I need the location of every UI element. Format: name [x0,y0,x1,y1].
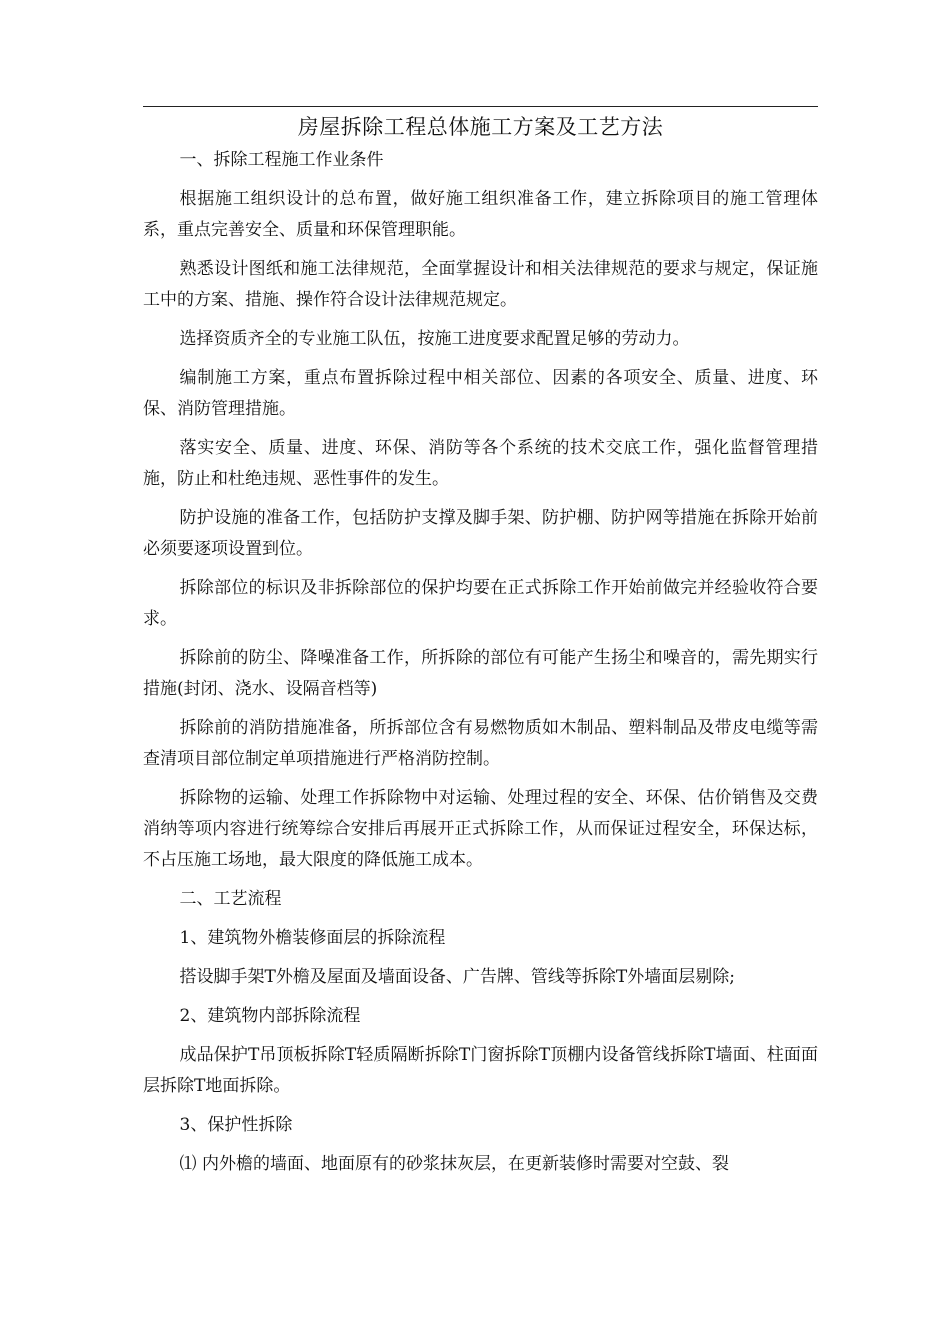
paragraph: 搭设脚手架T外檐及屋面及墙面设备、广告牌、管线等拆除T外墙面层剔除; [179,967,735,987]
paragraph: 拆除物的运输、处理工作拆除物中对运输、处理过程的安全、环保、估价销售及交费消纳等项内容进行统筹综合安排后再展开正式拆除工作，从而保证过程安全，环保达标，不占压施工场地，最大限度的降低施工成本。 [143,788,818,870]
paragraph: 落实安全、质量、进度、环保、消防等各个系统的技术交底工作，强化监督管理措施，防止和杜绝违规、恶性事件的发生。 [143,438,818,489]
paragraph: 拆除前的防尘、降噪准备工作，所拆除的部位有可能产生扬尘和噪音的，需先期实行措施(封闭、浇水、设隔音档等) [143,648,818,699]
paragraph: 成品保护T吊顶板拆除T轻质隔断拆除T门窗拆除T顶棚内设备管线拆除T墙面、柱面面层拆除T地面拆除。 [143,1045,818,1096]
paragraph: 根据施工组织设计的总布置，做好施工组织准备工作，建立拆除项目的施工管理体系，重点完善安全、质量和环保管理职能。 [143,189,818,240]
paragraph: 拆除部位的标识及非拆除部位的保护均要在正式拆除工作开始前做完并经验收符合要求。 [143,578,818,629]
document-body [143,145,818,1188]
section-heading-2: 二、工艺流程 [179,889,282,909]
paragraph: 选择资质齐全的专业施工队伍，按施工进度要求配置足够的劳动力。 [179,329,690,349]
paragraph: 编制施工方案，重点布置拆除过程中相关部位、因素的各项安全、质量、进度、环保、消防管理措施。 [143,368,818,419]
subsection-heading-1: 1、建筑物外檐装修面层的拆除流程 [179,928,446,948]
paragraph: 拆除前的消防措施准备，所拆部位含有易燃物质如木制品、塑料制品及带皮电缆等需查清项目部位制定单项措施进行严格消防控制。 [143,718,818,769]
subsection-heading-3: 3、保护性拆除 [179,1115,293,1135]
header-rule [143,106,818,107]
document-title: 房屋拆除工程总体施工方案及工艺方法 [297,115,664,139]
paragraph: 防护设施的准备工作，包括防护支撑及脚手架、防护棚、防护网等措施在拆除开始前必须要逐项设置到位。 [143,508,818,559]
section-heading-1: 一、拆除工程施工作业条件 [179,150,384,170]
paragraph: 熟悉设计图纸和施工法律规范，全面掌握设计和相关法律规范的要求与规定，保证施工中的方案、措施、操作符合设计法律规范规定。 [143,259,818,310]
subsection-heading-2: 2、建筑物内部拆除流程 [179,1006,361,1026]
list-item: ⑴ 内外檐的墙面、地面原有的砂浆抹灰层，在更新装修时需要对空鼓、裂 [179,1154,729,1174]
